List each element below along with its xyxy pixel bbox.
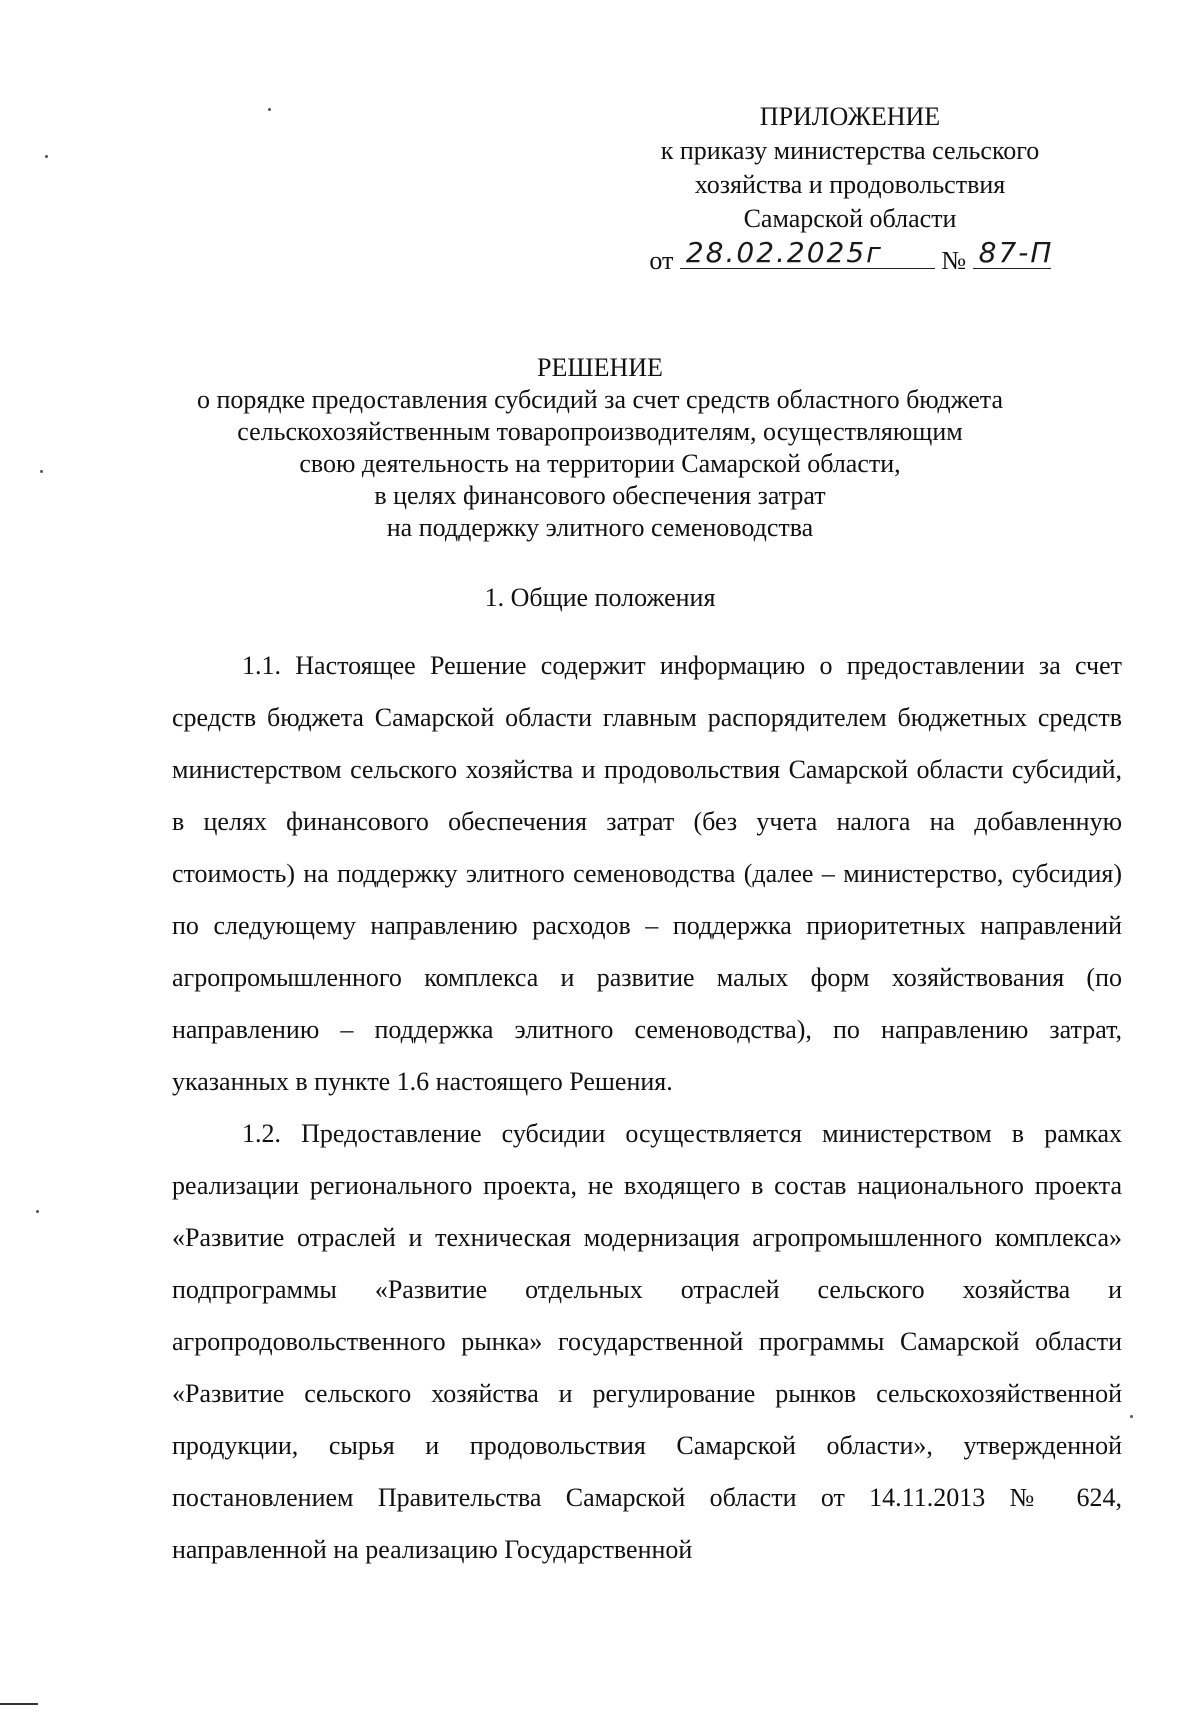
number-field	[973, 236, 1054, 269]
appendix-line-3: Самарской области	[743, 204, 957, 233]
decision-subtitle-line: свою деятельность на территории Самарской области,	[299, 449, 901, 478]
order-date-number-line	[600, 238, 1100, 278]
decision-title-block	[150, 352, 1050, 544]
appendix-block	[600, 100, 1100, 278]
scan-speck	[1130, 1415, 1133, 1418]
handwritten-date: 28.02.2025г	[685, 236, 883, 269]
paragraph-1-1: 1.1. Настоящее Решение содержит информацию о предоставлении за счет средств бюджета Самарской области главным распорядителем бюджетных средств министерством сельского хозяйства и продовольствия Самарской области субсидий, в целях финансового обеспечения затрат (без учета налога на добавленную стоимость) на поддержку элитного семеноводства (далее – министерство, субсидия) по следующему направлению расходов – поддержка приоритетных направлений агропромышленного комплекса и развитие малых форм хозяйствования (по направлению – поддержка элитного семеноводства), по направлению затрат, указанных в пункте 1.6 настоящего Решения.	[172, 651, 1122, 1096]
decision-subtitle-line: сельскохозяйственным товаропроизводителям, осуществляющим	[237, 417, 963, 446]
date-field	[680, 238, 935, 269]
appendix-title: ПРИЛОЖЕНИЕ	[759, 102, 941, 131]
appendix-line-2: хозяйства и продовольствия	[694, 170, 1006, 199]
appendix-line-1: к приказу министерства сельского	[660, 136, 1040, 165]
scan-speck	[268, 108, 271, 111]
decision-heading: РЕШЕНИЕ	[537, 353, 663, 382]
decision-subtitle-line: на поддержку элитного семеноводства	[386, 513, 814, 542]
scan-edge-mark	[0, 1703, 38, 1705]
scan-speck	[45, 155, 48, 158]
decision-subtitle-line: в целях финансового обеспечения затрат	[374, 481, 826, 510]
scan-speck	[40, 470, 43, 473]
paragraph-1-2: 1.2. Предоставление субсидии осуществляется министерством в рамках реализации регионального проекта, не входящего в состав национального проекта «Развитие отраслей и техническая модернизация агропромышленного комплекса» подпрограммы «Развитие отдельных отраслей сельского хозяйства и агропродовольственного рынка» государственной программы Самарской области «Развитие сельского хозяйства и регулирование рынков сельскохозяйственной продукции, сырья и продовольствия Самарской области», утвержденной постановлением Правительства Самарской области от 14.11.2013 № 624, направленной на реализацию Государственной	[172, 1119, 1122, 1564]
number-prefix: №	[941, 246, 967, 275]
scan-speck	[36, 1210, 39, 1213]
document-body	[172, 640, 1122, 1576]
handwritten-number: 87-П	[978, 236, 1054, 269]
section-title: 1. Общие положения	[484, 583, 716, 612]
decision-subtitle-line: о порядке предоставления субсидий за счет средств областного бюджета	[196, 385, 1004, 414]
date-prefix: от	[649, 246, 674, 275]
